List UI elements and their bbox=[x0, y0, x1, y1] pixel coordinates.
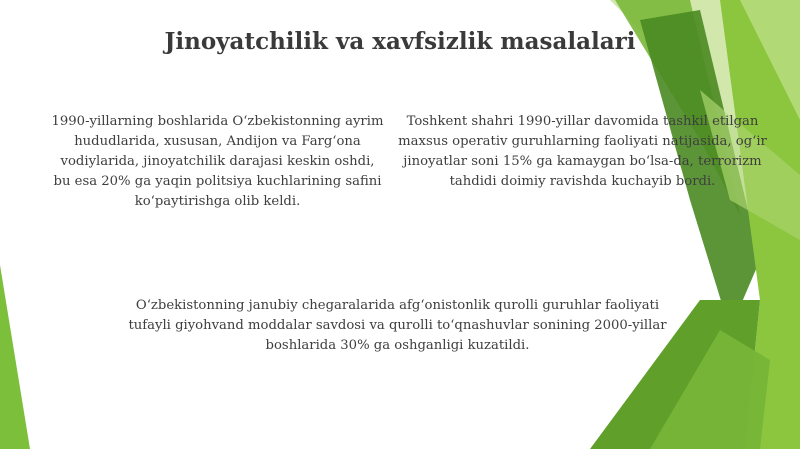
paragraph-crime-regions: 1990-yillarning boshlarida O‘zbekistonning ayrim hududlarida, xususan, Andijon va Farg‘ona vodiylarida, jinoyatchilik darajasi keskin oshdi, bu esa 20% ga yaqin politsiya kuchlarining safini ko‘paytirishga olib keldi. bbox=[51, 114, 384, 209]
paragraph-tashkent-operations: Toshkent shahri 1990-yillar davomida tashkil etilgan maxsus operativ guruhlarning faoliyati natijasida, og‘ir jinoyatlar soni 15% ga kamaygan bo‘lsa-da, terrorizm tahdidi doimiy ravishda kuchayib bordi. bbox=[398, 114, 767, 189]
paragraph-southern-borders: O‘zbekistonning janubiy chegaralarida afg‘onistonlik qurolli guruhlar faoliyati tufayli giyohvand moddalar savdosi va qurolli to‘qnashuvlar sonining 2000-yillar boshlarida 30% ga oshganligi kuzatildi. bbox=[128, 298, 667, 353]
slide-title: Jinoyatchilik va xavfsizlik masalalari bbox=[164, 28, 636, 55]
